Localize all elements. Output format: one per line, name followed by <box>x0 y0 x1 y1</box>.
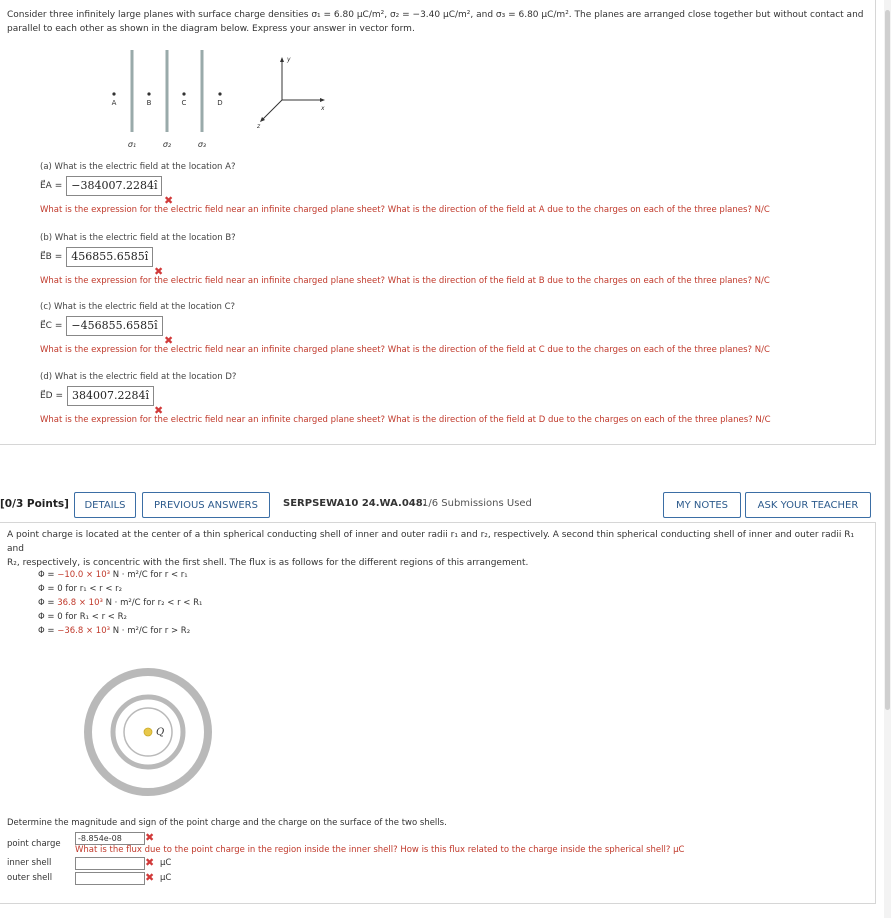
question-header <box>0 488 891 522</box>
outer-shell-label: outer shell <box>7 873 53 883</box>
point-charge-label: point charge <box>7 839 61 849</box>
intro-line-1: A point charge is located at the center of a thin spherical conducting shell of inner and outer radii r₁ and r₂, respectively. A second thin spherical conducting shell of inner and outer radii R₁ and <box>7 530 855 554</box>
part-b-incorrect-icon: ✖ <box>154 265 164 278</box>
determine-text: Determine the magnitude and sign of the point charge and the charge on the surface of the two shells. <box>7 818 447 828</box>
inner-shell-incorrect-icon: ✖ <box>145 856 155 869</box>
x-axis-label: x <box>321 105 325 112</box>
part-d-question: (d) What is the electric field at the location D? <box>40 372 237 382</box>
details-button[interactable]: DETAILS <box>74 492 136 518</box>
shells-diagram <box>80 664 216 800</box>
inner-shell-unit: μC <box>160 858 172 868</box>
point-d-label: D <box>217 99 223 107</box>
points-badge: [0/3 Points] <box>0 498 69 510</box>
point-c-label: C <box>181 99 187 107</box>
part-a-hint: What is the expression for the electric field near an infinite charged plane sheet? What is the direction of the field at A due to the charges on each of the three planes? N/C <box>40 205 770 215</box>
axes-icon <box>260 57 325 122</box>
part-a-label: E⃗A = <box>40 181 63 191</box>
sigma-3-label: σ₃ <box>197 140 207 149</box>
scrollbar-thumb[interactable] <box>885 10 890 710</box>
part-d <box>40 372 860 425</box>
part-b <box>40 233 860 286</box>
sigma-1-label: σ₁ <box>127 140 137 149</box>
outer-shell-input[interactable] <box>75 872 145 885</box>
part-c-hint: What is the expression for the electric field near an infinite charged plane sheet? What is the direction of the field at C due to the charges on each of the three planes? N/C <box>40 345 770 355</box>
part-b-answer-input[interactable]: 456855.6585î <box>66 247 153 267</box>
intro-line-2: parallel to each other as shown in the diagram below. Express your answer in vector form. <box>7 24 415 34</box>
question-code: SERPSEWA10 24.WA.048. <box>283 498 427 509</box>
outer-shell-incorrect-icon: ✖ <box>145 871 155 884</box>
inner-shell-label: inner shell <box>7 858 52 868</box>
flux-item: Φ = 36.8 × 10³ N · m²/C for r₂ < r < R₁ <box>38 598 203 608</box>
part-c-question: (c) What is the electric field at the location C? <box>40 302 236 312</box>
part-b-label: E⃗B = <box>40 252 63 262</box>
part-b-hint: What is the expression for the electric field near an infinite charged plane sheet? What is the direction of the field at B due to the charges on each of the three planes? N/C <box>40 276 770 286</box>
intro-line-2: R₂, respectively, is concentric with the first shell. The flux is as follows for the different regions of this arrangement. <box>7 558 529 568</box>
part-c <box>40 302 860 355</box>
outer-shell-row <box>7 872 407 886</box>
intro-line-1: Consider three infinitely large planes with surface charge densities σ₁ = 6.80 μC/m², σ₂ = −3.40 μC/m², and σ₃ = 6.80 μC/m². The planes are arranged close together but without contact and <box>7 10 864 20</box>
flux-item: Φ = −10.0 × 10³ N · m²/C for r < r₁ <box>38 570 188 580</box>
y-axis-label: y <box>287 56 291 63</box>
part-d-label: E⃗D = <box>40 391 64 401</box>
scrollbar[interactable] <box>884 0 891 918</box>
problem-1-intro <box>7 8 867 36</box>
previous-answers-button[interactable]: PREVIOUS ANSWERS <box>142 492 270 518</box>
part-c-answer-input[interactable]: −456855.6585î <box>66 316 162 336</box>
charge-label: Q <box>156 727 165 738</box>
problem-2-intro <box>7 528 867 570</box>
part-c-label: E⃗C = <box>40 321 63 331</box>
flux-item: Φ = 0 for r₁ < r < r₂ <box>38 584 123 594</box>
part-b-question: (b) What is the electric field at the location B? <box>40 233 236 243</box>
z-axis-label: z <box>257 123 261 130</box>
point-charge-hint: What is the flux due to the point charge in the region inside the inner shell? How is this flux related to the charge inside the spherical shell? μC <box>75 845 685 855</box>
submissions-used: 1/6 Submissions Used <box>422 498 532 509</box>
part-d-incorrect-icon: ✖ <box>154 404 164 417</box>
sigma-2-label: σ₂ <box>162 140 172 149</box>
part-c-incorrect-icon: ✖ <box>164 334 174 347</box>
part-d-answer-input[interactable]: 384007.2284î <box>67 386 154 406</box>
inner-shell-input[interactable] <box>75 857 145 870</box>
flux-item: Φ = −36.8 × 10³ N · m²/C for r > R₂ <box>38 626 191 636</box>
part-d-hint: What is the expression for the electric field near an infinite charged plane sheet? What is the direction of the field at D due to the charges on each of the three planes? N/C <box>40 415 771 425</box>
part-a <box>40 162 860 215</box>
outer-shell-unit: μC <box>160 873 172 883</box>
planes-diagram <box>100 48 340 152</box>
point-a-label: A <box>111 99 117 107</box>
ask-teacher-button[interactable]: ASK YOUR TEACHER <box>745 492 871 518</box>
point-b-label: B <box>146 99 152 107</box>
flux-item: Φ = 0 for R₁ < r < R₂ <box>38 612 127 622</box>
flux-list <box>38 568 202 638</box>
part-a-question: (a) What is the electric field at the location A? <box>40 162 236 172</box>
point-charge-input[interactable]: -8.854e-08 <box>75 832 145 845</box>
part-a-incorrect-icon: ✖ <box>164 194 174 207</box>
point-charge-icon <box>144 728 152 736</box>
my-notes-button[interactable]: MY NOTES <box>663 492 741 518</box>
part-a-answer-input[interactable]: −384007.2284î <box>66 176 162 196</box>
point-charge-incorrect-icon: ✖ <box>145 831 155 844</box>
inner-shell-row <box>7 857 407 871</box>
